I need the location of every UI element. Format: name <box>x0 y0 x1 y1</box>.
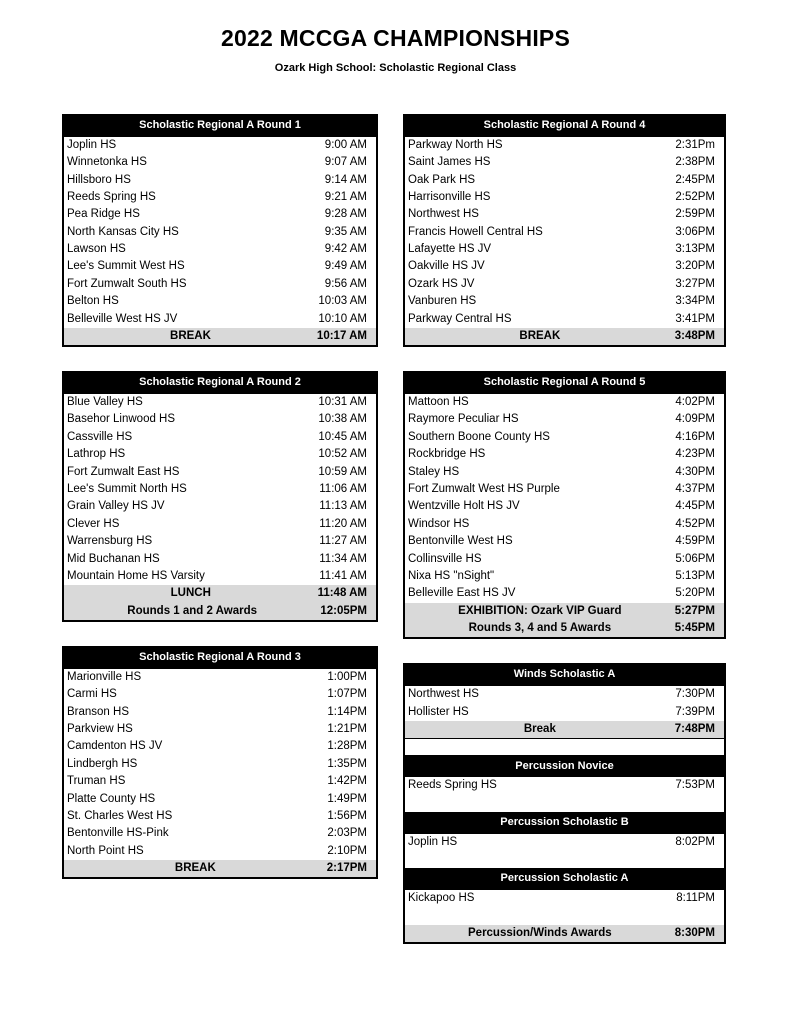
performance-time: 2:59PM <box>675 208 715 221</box>
document-header <box>0 0 791 74</box>
performer-name: Carmi HS <box>67 688 117 701</box>
right-column <box>403 114 726 944</box>
performance-time: 9:56 AM <box>324 277 367 290</box>
block-heading: Scholastic Regional A Round 2 <box>64 373 376 393</box>
performer-name: Rockbridge HS <box>408 448 486 461</box>
performer-name: BREAK <box>170 330 211 343</box>
performer-name: Parkway Central HS <box>408 312 512 325</box>
performer-name: Francis Howell Central HS <box>408 225 543 238</box>
schedule-columns <box>0 114 791 944</box>
performer-name: Marionville HS <box>67 670 142 683</box>
performer-name: Parkview HS <box>67 722 133 735</box>
section-heading: Winds Scholastic A <box>405 665 724 685</box>
schedule-special-row <box>64 860 376 877</box>
evening-sections <box>405 665 724 942</box>
schedule-block-evening <box>403 663 726 944</box>
performance-time: 9:14 AM <box>324 173 367 186</box>
schedule-special-row <box>405 721 724 738</box>
schedule-row <box>405 446 724 463</box>
performance-time: 1:14PM <box>327 705 367 718</box>
schedule-row <box>64 669 376 686</box>
performer-name: Percussion/Winds Awards <box>468 926 612 939</box>
schedule-row <box>405 498 724 515</box>
performance-time: 5:27PM <box>674 604 715 617</box>
performance-time: 3:27PM <box>675 277 715 290</box>
schedule-row <box>64 241 376 258</box>
performance-time: 1:56PM <box>327 809 367 822</box>
performance-time: 5:45PM <box>674 622 715 635</box>
schedule-special-row <box>64 603 376 620</box>
schedule-row <box>64 394 376 411</box>
schedule-row <box>405 703 724 720</box>
performer-name: Rounds 1 and 2 Awards <box>127 604 258 617</box>
schedule-row <box>64 411 376 428</box>
performance-time: 8:02PM <box>675 835 715 848</box>
performer-name: Northwest HS <box>408 688 479 701</box>
performance-time: 3:34PM <box>675 295 715 308</box>
performance-time: 10:03 AM <box>318 295 367 308</box>
performer-name: St. Charles West HS <box>67 809 173 822</box>
performance-time: 10:17 AM <box>316 330 367 343</box>
block-rows <box>64 668 376 878</box>
performance-time: 11:48 AM <box>317 587 367 600</box>
section-rows <box>405 776 724 812</box>
schedule-row <box>64 189 376 206</box>
performer-name: Reeds Spring HS <box>408 779 497 792</box>
performance-time: 5:13PM <box>675 569 715 582</box>
block-heading: Scholastic Regional A Round 3 <box>64 648 376 668</box>
performer-name: Break <box>523 722 556 735</box>
performer-name: BREAK <box>519 330 561 343</box>
schedule-block-round-4 <box>403 114 726 347</box>
schedule-row <box>64 224 376 241</box>
schedule-row <box>64 516 376 533</box>
performance-time: 8:11PM <box>676 892 715 905</box>
block-heading: Scholastic Regional A Round 4 <box>405 116 724 136</box>
performer-name: EXHIBITION: Ozark VIP Guard <box>458 604 622 617</box>
blank-row <box>405 851 724 868</box>
performer-name: Hollister HS <box>408 705 469 718</box>
performer-name: Warrensburg HS <box>67 535 153 548</box>
schedule-row <box>405 686 724 703</box>
schedule-special-row <box>64 585 376 602</box>
performer-name: Belleville West HS JV <box>67 312 178 325</box>
block-heading: Scholastic Regional A Round 5 <box>405 373 724 393</box>
performance-time: 2:52PM <box>675 190 715 203</box>
schedule-row <box>64 498 376 515</box>
performer-name: Joplin HS <box>67 138 117 151</box>
performance-time: 4:23PM <box>675 448 715 461</box>
performer-name: Cassville HS <box>67 430 133 443</box>
spacer-row <box>405 738 724 755</box>
block-rows <box>405 393 724 637</box>
performer-name: Northwest HS <box>408 208 479 221</box>
schedule-row <box>64 773 376 790</box>
performer-name: Mid Buchanan HS <box>67 552 160 565</box>
schedule-row <box>64 721 376 738</box>
schedule-row <box>405 411 724 428</box>
performer-name: Branson HS <box>67 705 130 718</box>
performer-name: Blue Valley HS <box>67 396 143 409</box>
schedule-row <box>64 276 376 293</box>
performance-time: 4:45PM <box>675 500 715 513</box>
performer-name: Winnetonka HS <box>67 156 147 169</box>
performer-name: Reeds Spring HS <box>67 190 156 203</box>
performer-name: Raymore Peculiar HS <box>408 413 519 426</box>
performance-time: 3:13PM <box>675 243 715 256</box>
performance-time: 4:30PM <box>675 465 715 478</box>
performer-name: Bentonville HS-Pink <box>67 827 169 840</box>
performer-name: Collinsville HS <box>408 552 482 565</box>
performance-time: 3:06PM <box>675 225 715 238</box>
schedule-special-row <box>405 328 724 345</box>
block-heading: Scholastic Regional A Round 1 <box>64 116 376 136</box>
schedule-row <box>405 890 724 907</box>
performer-name: Fort Zumwalt South HS <box>67 277 187 290</box>
schedule-row <box>405 516 724 533</box>
performer-name: Platte County HS <box>67 792 156 805</box>
performer-name: Rounds 3, 4 and 5 Awards <box>468 622 612 635</box>
schedule-row <box>64 808 376 825</box>
schedule-row <box>64 293 376 310</box>
schedule-row <box>64 550 376 567</box>
schedule-row <box>64 481 376 498</box>
performance-time: 1:49PM <box>327 792 367 805</box>
schedule-row <box>64 154 376 171</box>
performance-time: 7:48PM <box>674 722 715 735</box>
page-subtitle: Ozark High School: Scholastic Regional Class <box>274 62 517 75</box>
schedule-special-row <box>64 328 376 345</box>
schedule-block-round-3 <box>62 646 378 879</box>
performer-name: Pea Ridge HS <box>67 208 140 221</box>
performance-time: 4:02PM <box>675 396 715 409</box>
performance-time: 1:21PM <box>327 722 367 735</box>
performance-time: 1:28PM <box>327 740 367 753</box>
schedule-row <box>64 756 376 773</box>
performance-time: 3:48PM <box>674 330 715 343</box>
performer-name: Lindbergh HS <box>67 757 138 770</box>
schedule-row <box>405 394 724 411</box>
schedule-special-row <box>405 603 724 620</box>
schedule-row <box>405 154 724 171</box>
performance-time: 9:00 AM <box>324 138 367 151</box>
schedule-row <box>405 311 724 328</box>
performer-name: Basehor Linwood HS <box>67 413 176 426</box>
schedule-block-round-1 <box>62 114 378 347</box>
block-rows <box>405 136 724 346</box>
performer-name: North Kansas City HS <box>67 225 179 238</box>
schedule-row <box>405 241 724 258</box>
schedule-row <box>64 311 376 328</box>
performance-time: 2:31Pm <box>675 138 715 151</box>
performance-time: 9:07 AM <box>324 156 367 169</box>
schedule-row <box>405 293 724 310</box>
performance-time: 2:03PM <box>327 827 367 840</box>
performer-name: Lathrop HS <box>67 448 126 461</box>
schedule-special-row <box>405 620 724 637</box>
section-heading: Percussion Scholastic B <box>405 812 724 833</box>
block-rows <box>64 393 376 620</box>
performer-name: Lee's Summit North HS <box>67 483 187 495</box>
performer-name: Southern Boone County HS <box>408 430 550 443</box>
schedule-row <box>64 686 376 703</box>
performance-time: 5:20PM <box>675 587 715 600</box>
performance-time: 7:53PM <box>675 779 715 792</box>
performer-name: Belton HS <box>67 295 119 308</box>
performance-time: 7:39PM <box>675 705 715 718</box>
performer-name: Belleville East HS JV <box>408 587 516 600</box>
performance-time: 2:10PM <box>327 844 367 857</box>
performance-time: 10:45 AM <box>318 430 367 443</box>
section-rows <box>405 833 724 869</box>
section-heading: Percussion Scholastic A <box>405 868 724 889</box>
performer-name: Oakville HS JV <box>408 260 485 273</box>
schedule-row <box>64 137 376 154</box>
performance-time: 9:42 AM <box>324 243 367 256</box>
performance-time: 4:52PM <box>675 517 715 530</box>
schedule-row <box>405 481 724 498</box>
schedule-row <box>64 843 376 860</box>
performance-time: 11:34 AM <box>319 552 367 565</box>
performance-time: 9:28 AM <box>324 208 367 221</box>
schedule-row <box>405 550 724 567</box>
performer-name: Fort Zumwalt West HS Purple <box>408 483 560 495</box>
performer-name: Oak Park HS <box>408 173 476 186</box>
performer-name: Hillsboro HS <box>67 173 131 186</box>
performer-name: Vanburen HS <box>408 295 477 308</box>
schedule-row <box>64 429 376 446</box>
performer-name: BREAK <box>174 862 216 875</box>
performer-name: Bentonville West HS <box>408 535 513 548</box>
performance-time: 11:06 AM <box>319 483 367 495</box>
performer-name: Lee's Summit West HS <box>67 260 185 273</box>
section-heading: Percussion Novice <box>405 756 724 777</box>
section-rows <box>405 685 724 756</box>
schedule-row <box>64 171 376 188</box>
page-title: 2022 MCCGA CHAMPIONSHIPS <box>220 25 570 51</box>
performance-time: 3:20PM <box>675 260 715 273</box>
schedule-row <box>405 137 724 154</box>
performance-time: 11:41 AM <box>319 569 367 582</box>
performance-time: 5:06PM <box>675 552 715 565</box>
performer-name: Grain Valley HS JV <box>67 500 165 513</box>
performer-name: Lawson HS <box>67 243 126 256</box>
performance-time: 4:09PM <box>675 413 715 426</box>
performer-name: LUNCH <box>170 587 211 600</box>
schedule-row <box>405 568 724 585</box>
performance-time: 4:16PM <box>675 430 715 443</box>
performance-time: 11:27 AM <box>319 535 367 548</box>
performer-name: Mountain Home HS Varsity <box>67 569 205 582</box>
schedule-row <box>64 533 376 550</box>
performer-name: Parkway North HS <box>408 138 503 151</box>
performance-time: 12:05PM <box>320 604 367 617</box>
performance-time: 8:30PM <box>674 926 715 939</box>
performer-name: Lafayette HS JV <box>408 243 492 256</box>
schedule-row <box>64 258 376 275</box>
performance-time: 1:42PM <box>327 775 367 788</box>
schedule-row <box>64 825 376 842</box>
performer-name: Ozark HS JV <box>408 277 475 290</box>
performance-time: 2:38PM <box>675 156 715 169</box>
block-rows <box>64 136 376 346</box>
schedule-row <box>64 568 376 585</box>
performer-name: Wentzville Holt HS JV <box>408 500 520 513</box>
schedule-row <box>405 258 724 275</box>
performance-time: 1:00PM <box>327 670 367 683</box>
performance-time: 10:38 AM <box>318 413 367 426</box>
left-column <box>62 114 378 944</box>
performer-name: Staley HS <box>408 465 460 478</box>
schedule-row <box>405 464 724 481</box>
schedule-row <box>405 533 724 550</box>
performance-time: 10:52 AM <box>318 448 367 461</box>
performer-name: Camdenton HS JV <box>67 740 163 753</box>
schedule-row <box>405 585 724 602</box>
performer-name: Joplin HS <box>408 835 458 848</box>
performer-name: Nixa HS "nSight" <box>408 569 495 582</box>
performer-name: Mattoon HS <box>408 396 469 409</box>
schedule-row <box>405 224 724 241</box>
schedule-special-row <box>405 925 724 942</box>
schedule-row <box>64 464 376 481</box>
performance-time: 9:35 AM <box>324 225 367 238</box>
performance-time: 7:30PM <box>675 688 715 701</box>
performance-time: 9:49 AM <box>324 260 367 273</box>
performance-time: 11:20 AM <box>319 517 367 530</box>
performer-name: Windsor HS <box>408 517 470 530</box>
schedule-row <box>64 738 376 755</box>
schedule-row <box>405 189 724 206</box>
performance-time: 11:13 AM <box>319 500 367 513</box>
schedule-row <box>64 446 376 463</box>
section-rows <box>405 889 724 942</box>
performance-time: 4:59PM <box>675 535 715 548</box>
blank-row <box>405 795 724 812</box>
schedule-row <box>64 790 376 807</box>
performer-name: Harrisonville HS <box>408 190 491 203</box>
performer-name: Fort Zumwalt East HS <box>67 465 180 478</box>
performance-time: 1:07PM <box>327 688 367 701</box>
schedule-row <box>405 171 724 188</box>
schedule-row <box>405 276 724 293</box>
blank-row <box>405 908 724 925</box>
performer-name: Kickapoo HS <box>408 892 475 905</box>
performer-name: Saint James HS <box>408 156 491 169</box>
schedule-row <box>405 429 724 446</box>
schedule-row <box>405 206 724 223</box>
schedule-row <box>405 777 724 794</box>
performance-time: 10:31 AM <box>318 396 367 409</box>
performance-time: 2:17PM <box>326 862 367 875</box>
performer-name: Truman HS <box>67 775 126 788</box>
schedule-block-round-5 <box>403 371 726 639</box>
performer-name: North Point HS <box>67 844 144 857</box>
performance-time: 4:37PM <box>675 483 715 495</box>
performance-time: 10:10 AM <box>318 312 367 325</box>
performance-time: 9:21 AM <box>324 190 367 203</box>
schedule-row <box>64 206 376 223</box>
performance-time: 2:45PM <box>675 173 715 186</box>
schedule-row <box>405 834 724 851</box>
performance-time: 3:41PM <box>675 312 715 325</box>
performance-time: 10:59 AM <box>318 465 367 478</box>
performance-time: 1:35PM <box>327 757 367 770</box>
schedule-row <box>64 703 376 720</box>
performer-name: Clever HS <box>67 517 120 530</box>
schedule-block-round-2 <box>62 371 378 622</box>
